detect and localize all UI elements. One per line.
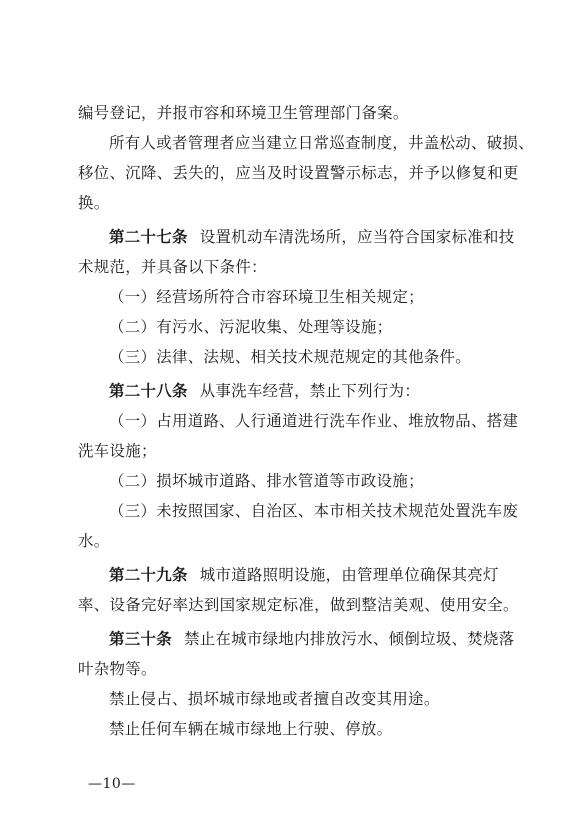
article-heading: 第二十九条 [109,566,188,584]
text-line [78,654,510,684]
line-text: 禁止侵占、损坏城市绿地或者擅自改变其用途。 [109,690,440,708]
article-heading: 第三十条 [109,630,172,648]
text-line [78,342,510,372]
line-text: 洗车设施； [78,442,157,460]
line-text: 换。 [78,194,110,212]
text-line [78,406,519,436]
line-text: 率、设备完好率达到国家规定标准，做到整洁美观、使用安全。 [78,596,519,614]
text-line [78,252,510,282]
text-line [78,158,519,188]
article-heading: 第二十七条 [109,228,188,246]
text-line [78,128,534,158]
line-text: 从事洗车经营，禁止下列行为： [199,382,421,400]
line-text: 移位、沉降、丢失的，应当及时设置警示标志，并予以修复和更 [78,164,519,182]
text-line [78,436,510,466]
line-text: 禁止任何车辆在城市绿地上行驶、停放。 [109,720,393,738]
text-line [78,624,515,654]
text-line [78,312,510,342]
line-text: （一）占用道路、人行通道进行洗车作业、堆放物品、搭建 [109,412,519,430]
text-line [78,222,515,252]
text-line [78,684,510,714]
text-line [78,188,510,218]
line-text: 术规范，并具备以下条件： [78,258,267,276]
line-text: （二）损坏城市道路、排水管道等市政设施； [109,472,424,490]
text-line [78,376,510,406]
text-line [78,526,510,556]
line-text: 禁止在城市绿地内排放污水、倾倒垃圾、焚烧落 [183,630,515,648]
line-text: （三）法律、法规、相关技术规范规定的其他条件。 [109,348,472,366]
text-line [78,560,510,590]
line-text: （二）有污水、污泥收集、处理等设施； [109,318,393,336]
text-line [78,714,510,744]
line-text: （一）经营场所符合市容环境卫生相关规定； [109,288,424,306]
text-line [78,282,510,312]
line-text: 设置机动车清洗场所，应当符合国家标准和技 [199,228,515,246]
text-line [78,466,510,496]
article-heading: 第二十八条 [109,382,188,400]
text-line [78,496,519,526]
line-text: 城市道路照明设施，由管理单位确保其亮灯 [199,566,499,584]
line-text: 水。 [78,532,110,550]
line-text: 所有人或者管理者应当建立日常巡查制度，井盖松动、破损、 [109,134,534,152]
page-number: —10— [88,776,136,792]
line-text: （三）未按照国家、自治区、本市相关技术规范处置洗车废 [109,502,519,520]
text-line [78,98,510,128]
line-text: 编号登记，并报市容和环境卫生管理部门备案。 [78,104,409,122]
document-body [78,98,534,744]
line-text: 叶杂物等。 [78,660,157,678]
text-line [78,590,519,620]
